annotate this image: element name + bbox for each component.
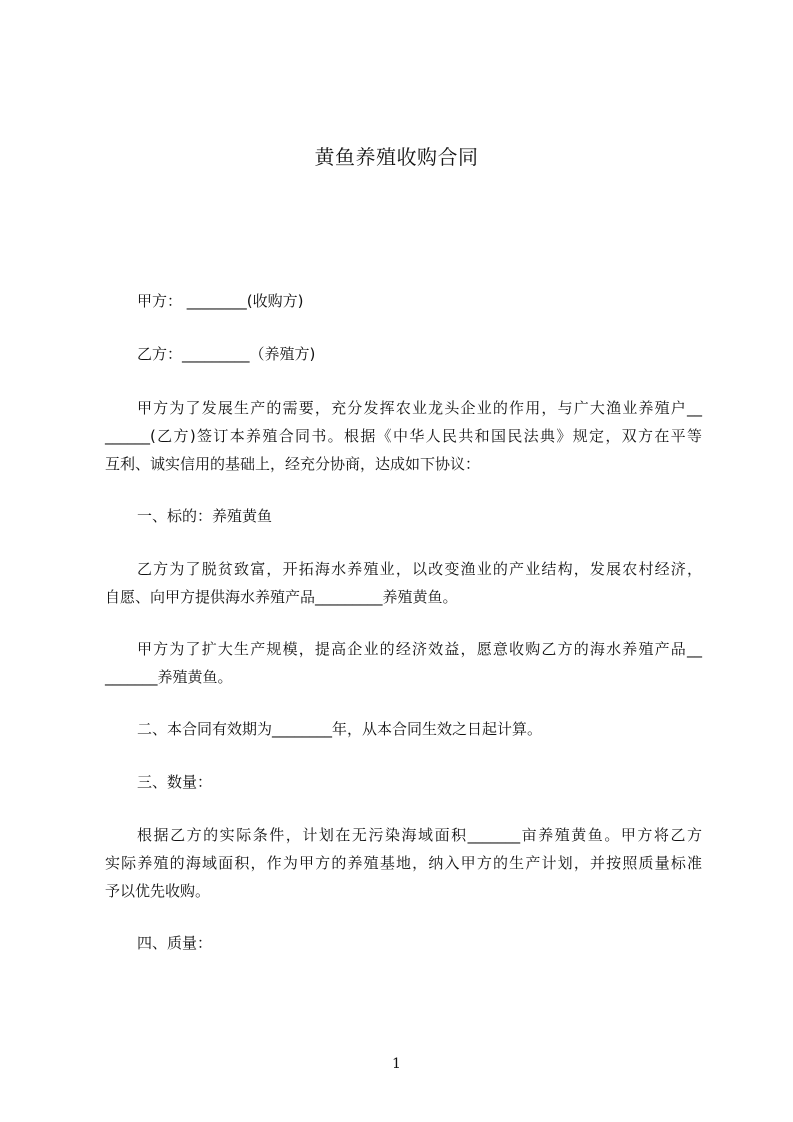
preamble-line-3: 互利、诚实信用的基础上，经充分协商，达成如下协议：: [105, 455, 481, 473]
section-1-para-1-line-2: 自愿、向甲方提供海水养殖产品_________养殖黄鱼。: [105, 588, 458, 606]
document-title: 黄鱼养殖收购合同: [314, 145, 479, 169]
section-2-heading: 二、本合同有效期为________年，从本合同生效之日起计算。: [137, 720, 543, 738]
preamble-line-2: ______(乙方)签订本养殖合同书。根据《中华人民共和国民法典》规定，双方在平等: [105, 427, 702, 445]
section-1-para-2-line-2: _______养殖黄鱼。: [105, 668, 233, 686]
section-1-para-1-line-1: 乙方为了脱贫致富，开拓海水养殖业，以改变渔业的产业结构，发展农村经济，: [137, 560, 702, 578]
party-b-line: 乙方：_________（养殖方): [137, 345, 316, 363]
section-1-heading: 一、标的：养殖黄鱼: [137, 507, 273, 525]
section-3-line-3: 予以优先收购。: [105, 882, 211, 900]
party-a-line: 甲方： ________(收购方): [137, 292, 304, 310]
section-3-line-1: 根据乙方的实际条件，计划在无污染海域面积_______亩养殖黄鱼。甲方将乙方: [137, 826, 702, 844]
section-3-line-2: 实际养殖的海域面积，作为甲方的养殖基地，纳入甲方的生产计划，并按照质量标准: [105, 854, 702, 872]
section-3-heading: 三、数量：: [137, 773, 213, 791]
page-number: 1: [392, 1056, 401, 1072]
preamble-line-1: 甲方为了发展生产的需要，充分发挥农业龙头企业的作用，与广大渔业养殖户__: [137, 399, 702, 417]
section-1-para-2-line-1: 甲方为了扩大生产规模，提高企业的经济效益，愿意收购乙方的海水养殖产品__: [137, 640, 702, 658]
section-4-heading: 四、质量：: [137, 934, 213, 952]
